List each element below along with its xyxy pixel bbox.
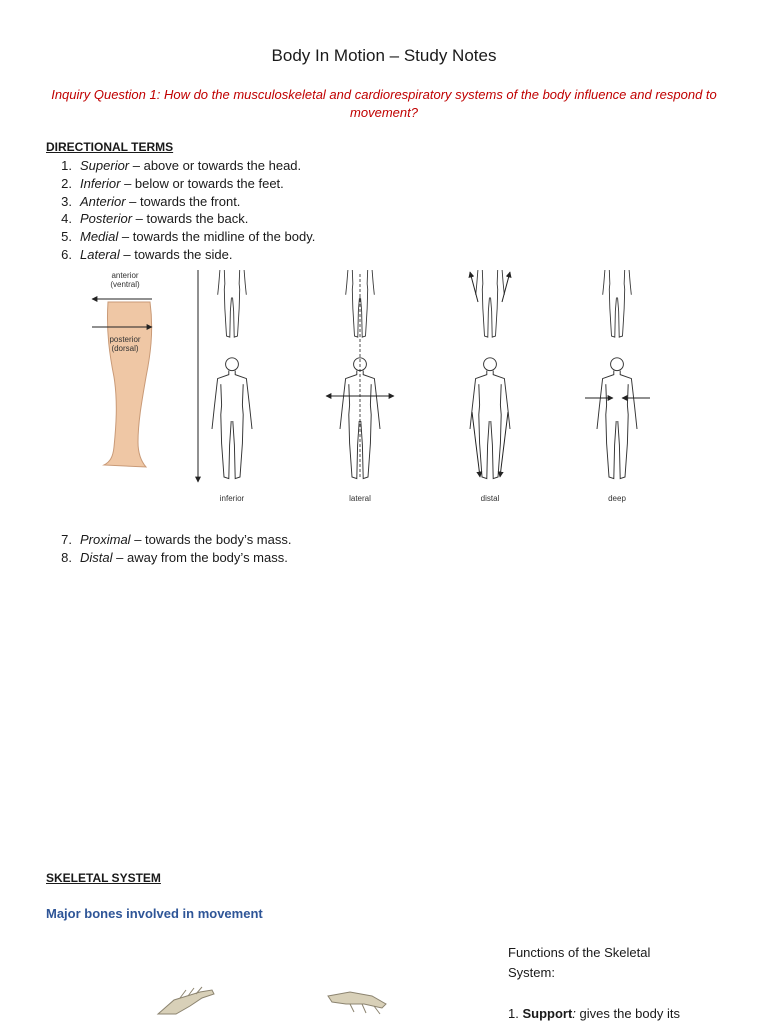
list-item-term: Lateral [80,246,120,262]
directional-terms-list [46,157,315,264]
list-item-number: 5. [61,229,72,245]
skeletal-functions-heading: Functions of the Skeletal System: [508,945,651,980]
list-item-term: Anterior [80,193,126,209]
major-bones-subheading: Major bones involved in movement [46,906,263,921]
full-body-inferior [212,358,252,479]
label-ventral: (ventral) [110,280,140,289]
list-item [46,228,315,246]
list-item-number: 3. [61,193,72,209]
body-outline [218,270,247,337]
function-colon: : [572,1006,576,1021]
list-item-term: Distal [80,549,113,565]
list-item-term: Superior [80,158,130,173]
list-item-definition: – towards the body’s mass. [130,532,292,547]
label-lateral: lateral [349,494,371,503]
head-shape [611,358,624,371]
list-item [46,175,315,193]
list-item [46,193,315,211]
page-title: Body In Motion – Study Notes [271,46,497,65]
foot-bones-icon [158,987,214,1014]
directional-terms-figure [80,262,680,512]
label-deep: deep [608,494,626,503]
hand-bones-icon [328,992,386,1014]
list-item-term: Inferior [80,175,121,191]
list-item-number: 1. [61,158,72,173]
list-item-number: 8. [61,549,72,565]
list-item-definition: – towards the side. [119,246,233,262]
list-item [46,157,315,175]
full-body-distal [470,358,510,479]
label-posterior: posterior [109,335,141,344]
head-shape [484,358,497,371]
label-dorsal: (dorsal) [111,344,139,353]
body-outline [476,270,505,337]
list-item-definition: – towards the front. [125,193,241,209]
label-inferior: inferior [219,494,245,503]
body-outline [597,371,637,479]
list-item-number: 6. [61,246,72,262]
body-outline [603,270,632,337]
label-distal: distal [480,494,500,503]
label-anterior: anterior [111,271,139,280]
bones-illustration [150,984,400,1024]
list-item-number: 7. [61,532,72,547]
partial-body-inferior [218,270,247,337]
list-item-number: 2. [61,175,72,191]
skeletal-system-heading: SKELETAL SYSTEM [46,871,161,885]
partial-body-distal [476,270,505,337]
list-item-definition: – towards the back. [132,211,249,227]
list-item [46,531,291,549]
function-text: gives the body its [575,1006,680,1021]
list-item-number: 4. [61,211,72,227]
body-outline [212,371,252,479]
list-item-term: Posterior [80,211,133,227]
directional-terms-heading: DIRECTIONAL TERMS [46,140,174,154]
list-item-definition: – away from the body’s mass. [112,549,288,565]
head-shape [226,358,239,371]
list-item-definition: – below or towards the feet. [120,175,284,191]
list-item-term: Proximal [80,532,131,547]
list-item [46,549,291,567]
partial-body-deep [603,270,632,337]
body-outline [470,371,510,479]
skeletal-function-support [508,1004,758,1024]
function-number: 1. [508,1006,519,1021]
list-item [46,210,315,228]
full-body-deep [597,358,637,479]
list-item-definition: – above or towards the head. [129,158,302,173]
directional-terms-list-continued [46,531,291,567]
list-item-term: Medial [80,229,119,245]
function-term: Support [522,1006,573,1021]
inquiry-question: Inquiry Question 1: How do the musculoskeletal and cardiorespiratory systems of the body influence and respond to movement? [51,87,717,120]
list-item-definition: – towards the midline of the body. [118,229,316,245]
